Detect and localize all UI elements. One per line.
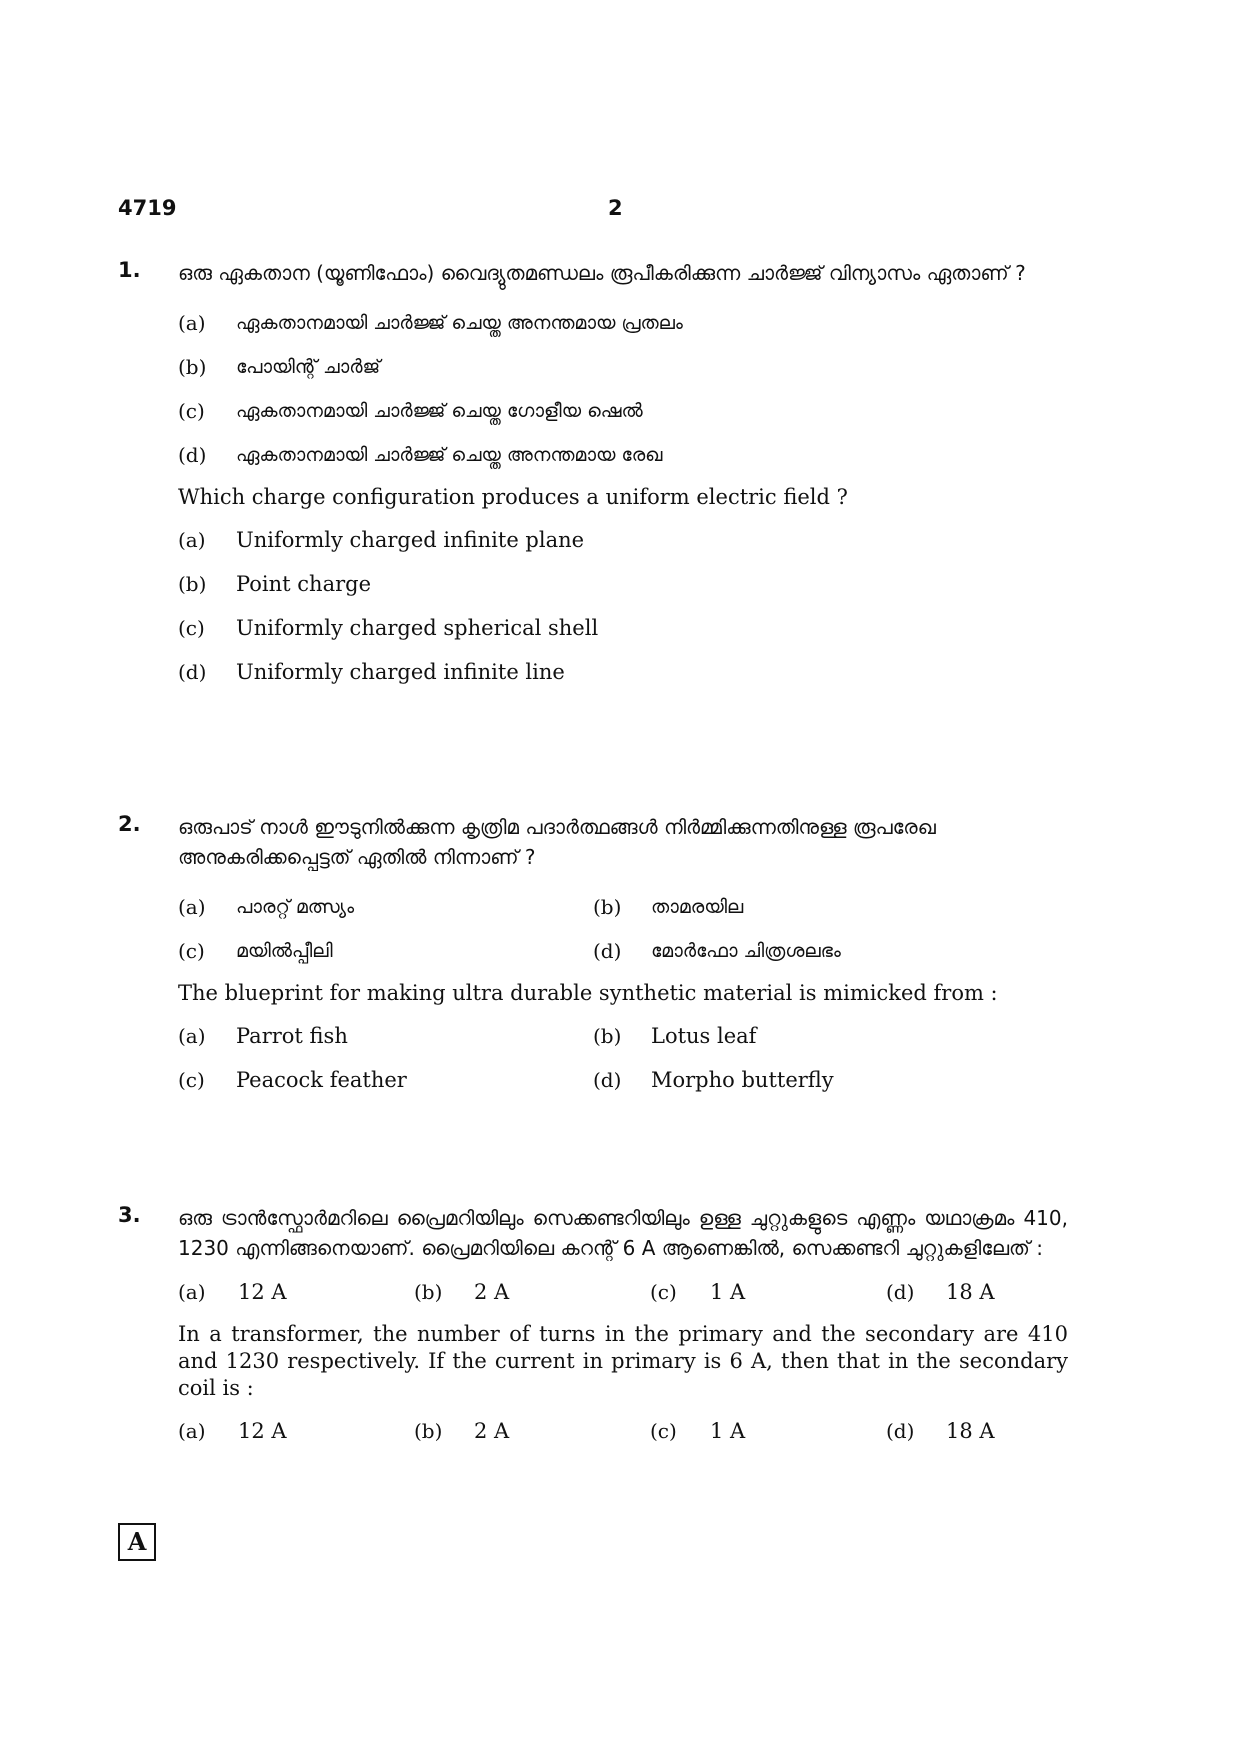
question-number: 3. bbox=[118, 1203, 141, 1227]
question-text-malayalam: ഒരു ട്രാൻസ്ഫോർമറിലെ പ്രൈമറിയിലും സെക്കണ്ടറിയിലും ഉള്ള ചുറ്റുകളുടെ എണ്ണം യഥാക്രമം 410, 1230 എന്നിങ്ങനെയാണ്. പ്രൈമറിയിലെ കറന്റ് 6 A ആണെങ്കിൽ, സെക്കണ്ടറി ചുറ്റുകളിലേത് : bbox=[178, 1206, 1068, 1260]
question-text-malayalam: ഒരുപാട് നാൾ ഈടുനിൽക്കുന്ന കൃത്രിമ പദാർത്ഥങ്ങൾ നിർമ്മിക്കുന്നതിനുള്ള രൂപരേഖ അനുകരിക്കപ്പെട്ടത് ഏതിൽ നിന്നാണ് ? bbox=[178, 815, 936, 869]
option-d: (d) Uniformly charged infinite line bbox=[178, 660, 565, 684]
option-b: (b) പോയിന്റ് ചാർജ് bbox=[178, 355, 381, 379]
paper-code: 4719 bbox=[118, 196, 177, 220]
option-b: (b) Point charge bbox=[178, 572, 371, 596]
option-d: (d) ഏകതാനമായി ചാർജ്ജ് ചെയ്ത അനന്തമായ രേഖ bbox=[178, 443, 663, 467]
booklet-code-box: A bbox=[118, 1523, 156, 1561]
option-c: (c) ഏകതാനമായി ചാർജ്ജ് ചെയ്ത ഗോളീയ ഷെൽ bbox=[178, 399, 643, 423]
question-text-english: Which charge configuration produces a uniform electric field ? bbox=[178, 485, 848, 509]
option-a: (a) ഏകതാനമായി ചാർജ്ജ് ചെയ്ത അനന്തമായ പ്രതലം bbox=[178, 311, 683, 335]
option-row: (c) Peacock feather (d) Morpho butterfly bbox=[178, 1068, 834, 1092]
option-row: (a) 12 A (b) 2 A (c) 1 A (d) 18 A bbox=[178, 1280, 995, 1304]
option-row: (a) 12 A (b) 2 A (c) 1 A (d) 18 A bbox=[178, 1419, 995, 1443]
option-a: (a) Uniformly charged infinite plane bbox=[178, 528, 585, 552]
question-text-english: In a transformer, the number of turns in the primary and the secondary are 410 and 1230 respectively. If the current in primary is 6 A, then that in the secondary coil is : bbox=[178, 1322, 1068, 1400]
question-2 bbox=[118, 812, 1068, 1109]
option-row: (a) പാരറ്റ് മത്സ്യം (b) താമരയില bbox=[178, 895, 744, 919]
question-number: 2. bbox=[118, 812, 141, 836]
option-row: (c) മയിൽപ്പീലി (d) മോർഫോ ചിത്രശലഭം bbox=[178, 939, 841, 963]
option-row: (a) Parrot fish (b) Lotus leaf bbox=[178, 1024, 757, 1048]
page-header bbox=[118, 196, 1068, 226]
option-c: (c) Uniformly charged spherical shell bbox=[178, 616, 599, 640]
question-number: 1. bbox=[118, 258, 141, 282]
question-3 bbox=[118, 1203, 1068, 1460]
page-number: 2 bbox=[608, 196, 623, 220]
question-1 bbox=[118, 258, 1068, 701]
question-text-malayalam: ഒരു ഏകതാന (യൂണിഫോം) വൈദ്യുതമണ്ഡലം രൂപീകരിക്കുന്ന ചാർജ്ജ് വിന്യാസം ഏതാണ് ? bbox=[178, 261, 1026, 285]
question-text-english: The blueprint for making ultra durable synthetic material is mimicked from : bbox=[178, 981, 998, 1005]
